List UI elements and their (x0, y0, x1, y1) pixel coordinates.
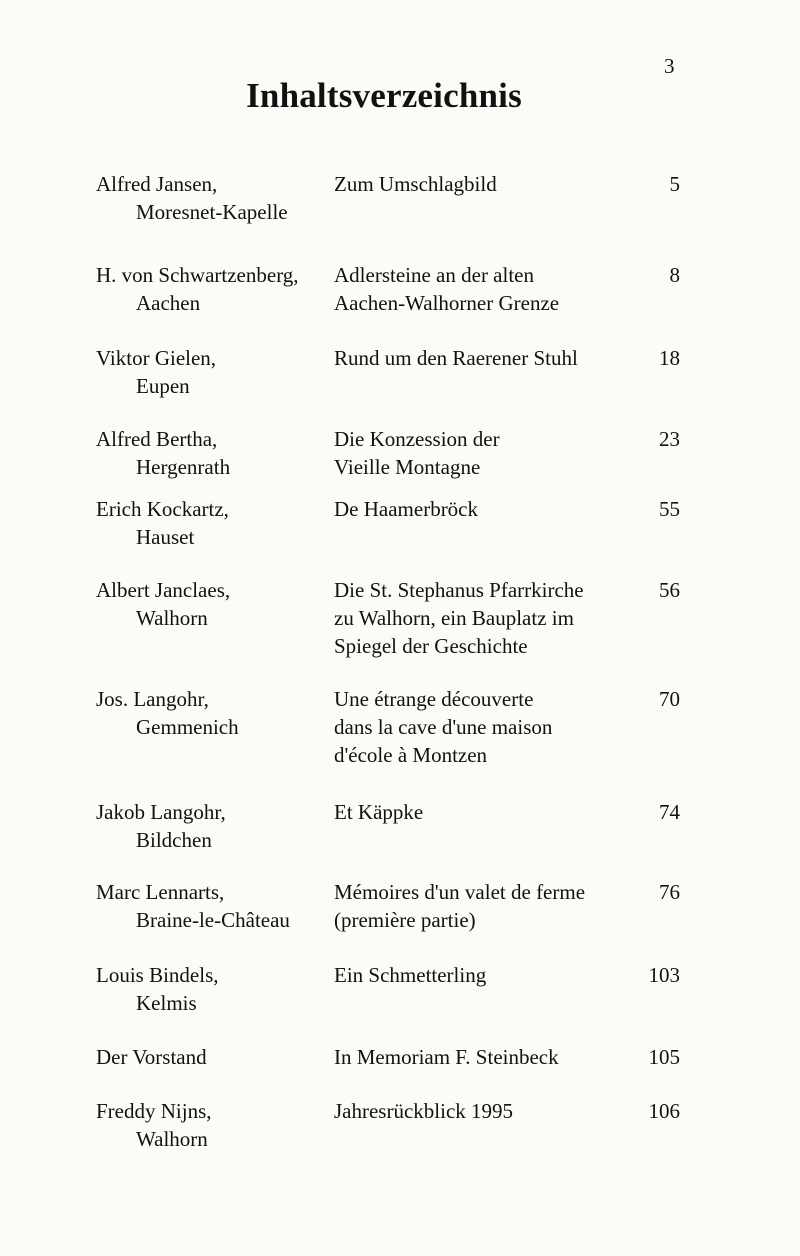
author-name: Der Vorstand (96, 1045, 207, 1069)
author-place: Walhorn (136, 606, 208, 630)
toc-title (334, 495, 634, 523)
toc-page-number: 70 (659, 687, 680, 711)
toc-title (334, 170, 634, 198)
toc-author (96, 344, 334, 400)
toc-title (334, 425, 634, 481)
author-name: Jos. Langohr, (96, 687, 209, 711)
toc-author (96, 878, 334, 934)
title-line: In Memoriam F. Steinbeck (334, 1045, 559, 1069)
author-place: Hauset (136, 525, 195, 549)
title-line: d'école à Montzen (334, 743, 488, 767)
toc-page-number: 74 (659, 800, 680, 824)
author-place: Aachen (136, 291, 201, 315)
title-line: Vieille Montagne (334, 455, 481, 479)
title-line: Jahresrückblick 1995 (334, 1099, 514, 1123)
author-place: Braine-le-Château (136, 908, 290, 932)
title-line: Et Käppke (334, 800, 424, 824)
author-name: Louis Bindels, (96, 963, 219, 987)
toc-author (96, 495, 334, 551)
author-place: Hergenrath (136, 455, 231, 479)
toc-page-number: 18 (659, 346, 680, 370)
toc-title (334, 1043, 634, 1071)
author-name: Albert Janclaes, (96, 578, 231, 602)
author-name: Marc Lennarts, (96, 880, 225, 904)
title-line: Adlersteine an der alten (334, 263, 534, 287)
author-place: Eupen (136, 374, 190, 398)
title-line: De Haamerbröck (334, 497, 479, 521)
author-name: H. von Schwartzenberg, (96, 263, 299, 287)
title-line: dans la cave d'une maison (334, 715, 553, 739)
toc-title (334, 961, 634, 989)
title-line: Zum Umschlagbild (334, 172, 497, 196)
toc-page-number: 56 (659, 578, 680, 602)
author-name: Jakob Langohr, (96, 800, 226, 824)
toc-title (334, 261, 634, 317)
toc-author (96, 170, 334, 226)
toc-page-number: 23 (659, 427, 680, 451)
toc-author (96, 1043, 334, 1071)
toc-title (334, 576, 634, 660)
author-place: Moresnet-Kapelle (136, 200, 288, 224)
title-line: Une étrange découverte (334, 687, 534, 711)
author-name: Alfred Jansen, (96, 172, 218, 196)
toc-author (96, 685, 334, 741)
toc-page-number: 5 (669, 172, 680, 196)
author-name: Alfred Bertha, (96, 427, 218, 451)
toc-page-number: 103 (648, 963, 680, 987)
author-place: Walhorn (136, 1127, 208, 1151)
title-line: Die Konzession der (334, 427, 500, 451)
title-line: Aachen-Walhorner Grenze (334, 291, 560, 315)
toc-title (334, 685, 634, 769)
toc-title (334, 1097, 634, 1125)
title-line: Rund um den Raerener Stuhl (334, 346, 578, 370)
title-line: Ein Schmetterling (334, 963, 487, 987)
toc-title (334, 878, 634, 934)
author-place: Kelmis (136, 991, 197, 1015)
title-line: Spiegel der Geschichte (334, 634, 528, 658)
page-title: Inhaltsverzeichnis (246, 76, 522, 115)
title-line: (première partie) (334, 908, 476, 932)
title-line: Die St. Stephanus Pfarrkirche (334, 578, 584, 602)
toc-author (96, 261, 334, 317)
page-number: 3 (664, 54, 675, 78)
toc-page-number: 105 (648, 1045, 680, 1069)
toc-title (334, 344, 634, 372)
toc-author (96, 798, 334, 854)
toc-page-number: 76 (659, 880, 680, 904)
toc-title (334, 798, 634, 826)
toc-page-number: 55 (659, 497, 680, 521)
author-place: Bildchen (136, 828, 212, 852)
toc-page-number: 106 (648, 1099, 680, 1123)
toc-author (96, 576, 334, 632)
toc-author (96, 961, 334, 1017)
author-name: Erich Kockartz, (96, 497, 229, 521)
toc-author (96, 425, 334, 481)
title-line: zu Walhorn, ein Bauplatz im (334, 606, 574, 630)
author-name: Freddy Nijns, (96, 1099, 212, 1123)
author-name: Viktor Gielen, (96, 346, 217, 370)
author-place: Gemmenich (136, 715, 239, 739)
title-line: Mémoires d'un valet de ferme (334, 880, 586, 904)
toc-author (96, 1097, 334, 1153)
toc-page-number: 8 (669, 263, 680, 287)
